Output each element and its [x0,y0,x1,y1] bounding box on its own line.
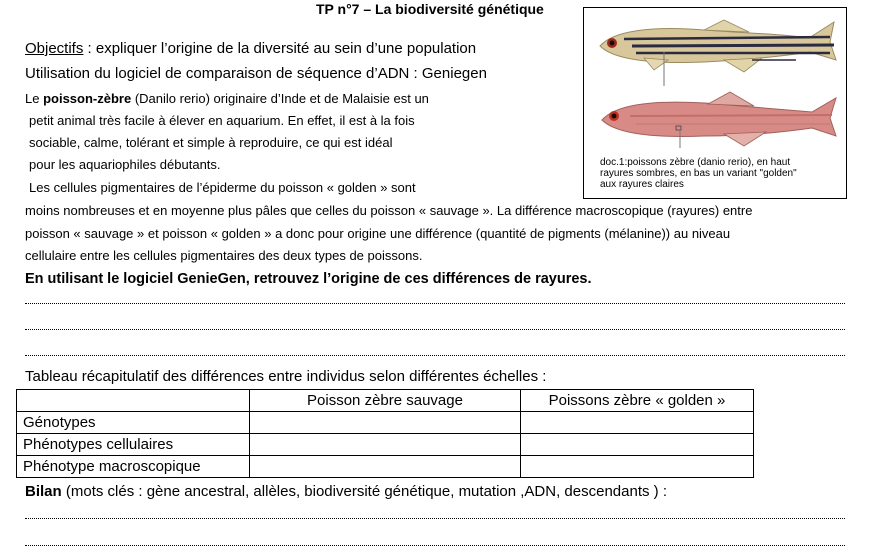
table-caption: Tableau récapitulatif des différences entre individus selon différentes échelles : [25,368,547,385]
intro-line-8: cellulaire entre les cellules pigmentaires des deux types de poissons. [25,248,423,263]
table-header-cell: Poisson zèbre sauvage [250,390,521,412]
table-header-row [17,390,754,412]
intro-line-7: poisson « sauvage » et poisson « golden » a donc pour origine une différence (quantité de pigments (mélanine)) au niveau [25,226,731,241]
answer-line-3 [25,355,845,356]
objectives-line [25,40,476,57]
caption-line-3: aux rayures claires [600,179,684,190]
wild-zebrafish [600,20,836,86]
answer-cell[interactable] [250,434,521,456]
row-label: Phénotypes cellulaires [17,434,250,456]
answer-line-1 [25,303,845,304]
intro-line-1-post: (Danilo rerio) originaire d’Inde et de Malaisie est un [131,91,429,106]
page-title: TP n°7 – La biodiversité génétique [316,1,544,17]
objectives-label: Objectifs [25,40,84,57]
intro-line-4: pour les aquariophiles débutants. [29,157,221,172]
golden-zebrafish [602,92,836,148]
bilan-keywords: (mots clés : gène ancestral, allèles, biodiversité génétique, mutation ,ADN, descendants ) : [61,483,667,500]
intro-line-5: Les cellules pigmentaires de l’épiderme du poisson « golden » sont [29,180,416,195]
zebrafish-illustration [584,8,846,153]
software-line: Utilisation du logiciel de comparaison de séquence d’ADN : Geniegen [25,65,487,82]
intro-line-3: sociable, calme, tolérant et simple à reproduire, ce qui est idéal [29,135,393,150]
bilan-label: Bilan [25,483,62,500]
question: En utilisant le logiciel GenieGen, retrouvez l’origine de ces différences de rayures. [25,271,592,287]
row-label: Phénotype macroscopique [17,456,250,478]
answer-cell[interactable] [521,456,754,478]
bilan-answer-line-2 [25,545,845,546]
row-label: Génotypes [17,412,250,434]
table-row [17,434,754,456]
figure-caption [600,157,797,190]
table-header-cell: Poissons zèbre « golden » [521,390,754,412]
answer-cell[interactable] [521,434,754,456]
fish-figure [583,7,847,199]
summary-table [16,389,754,478]
zebrafish-term: poisson-zèbre [43,91,132,106]
intro-line-1-pre: Le [25,91,44,106]
bilan-answer-line-1 [25,518,845,519]
intro-line-1 [25,91,429,106]
intro-line-2: petit animal très facile à élever en aquarium. En effet, il est à la fois [29,113,415,128]
answer-cell[interactable] [250,412,521,434]
caption-line-1: doc.1:poissons zèbre (danio rerio), en haut [600,157,791,168]
answer-cell[interactable] [250,456,521,478]
answer-line-2 [25,329,845,330]
table-row [17,456,754,478]
objectives-text: : expliquer l’origine de la diversité au sein d’une population [83,40,477,57]
table-header-cell [17,390,250,412]
answer-cell[interactable] [521,412,754,434]
bilan-line [25,483,667,500]
caption-line-2: rayures sombres, en bas un variant "golden" [600,168,797,179]
table-row [17,412,754,434]
intro-line-6: moins nombreuses et en moyenne plus pâles que celles du poisson « sauvage ». La différence macroscopique (rayures) entre [25,203,753,218]
